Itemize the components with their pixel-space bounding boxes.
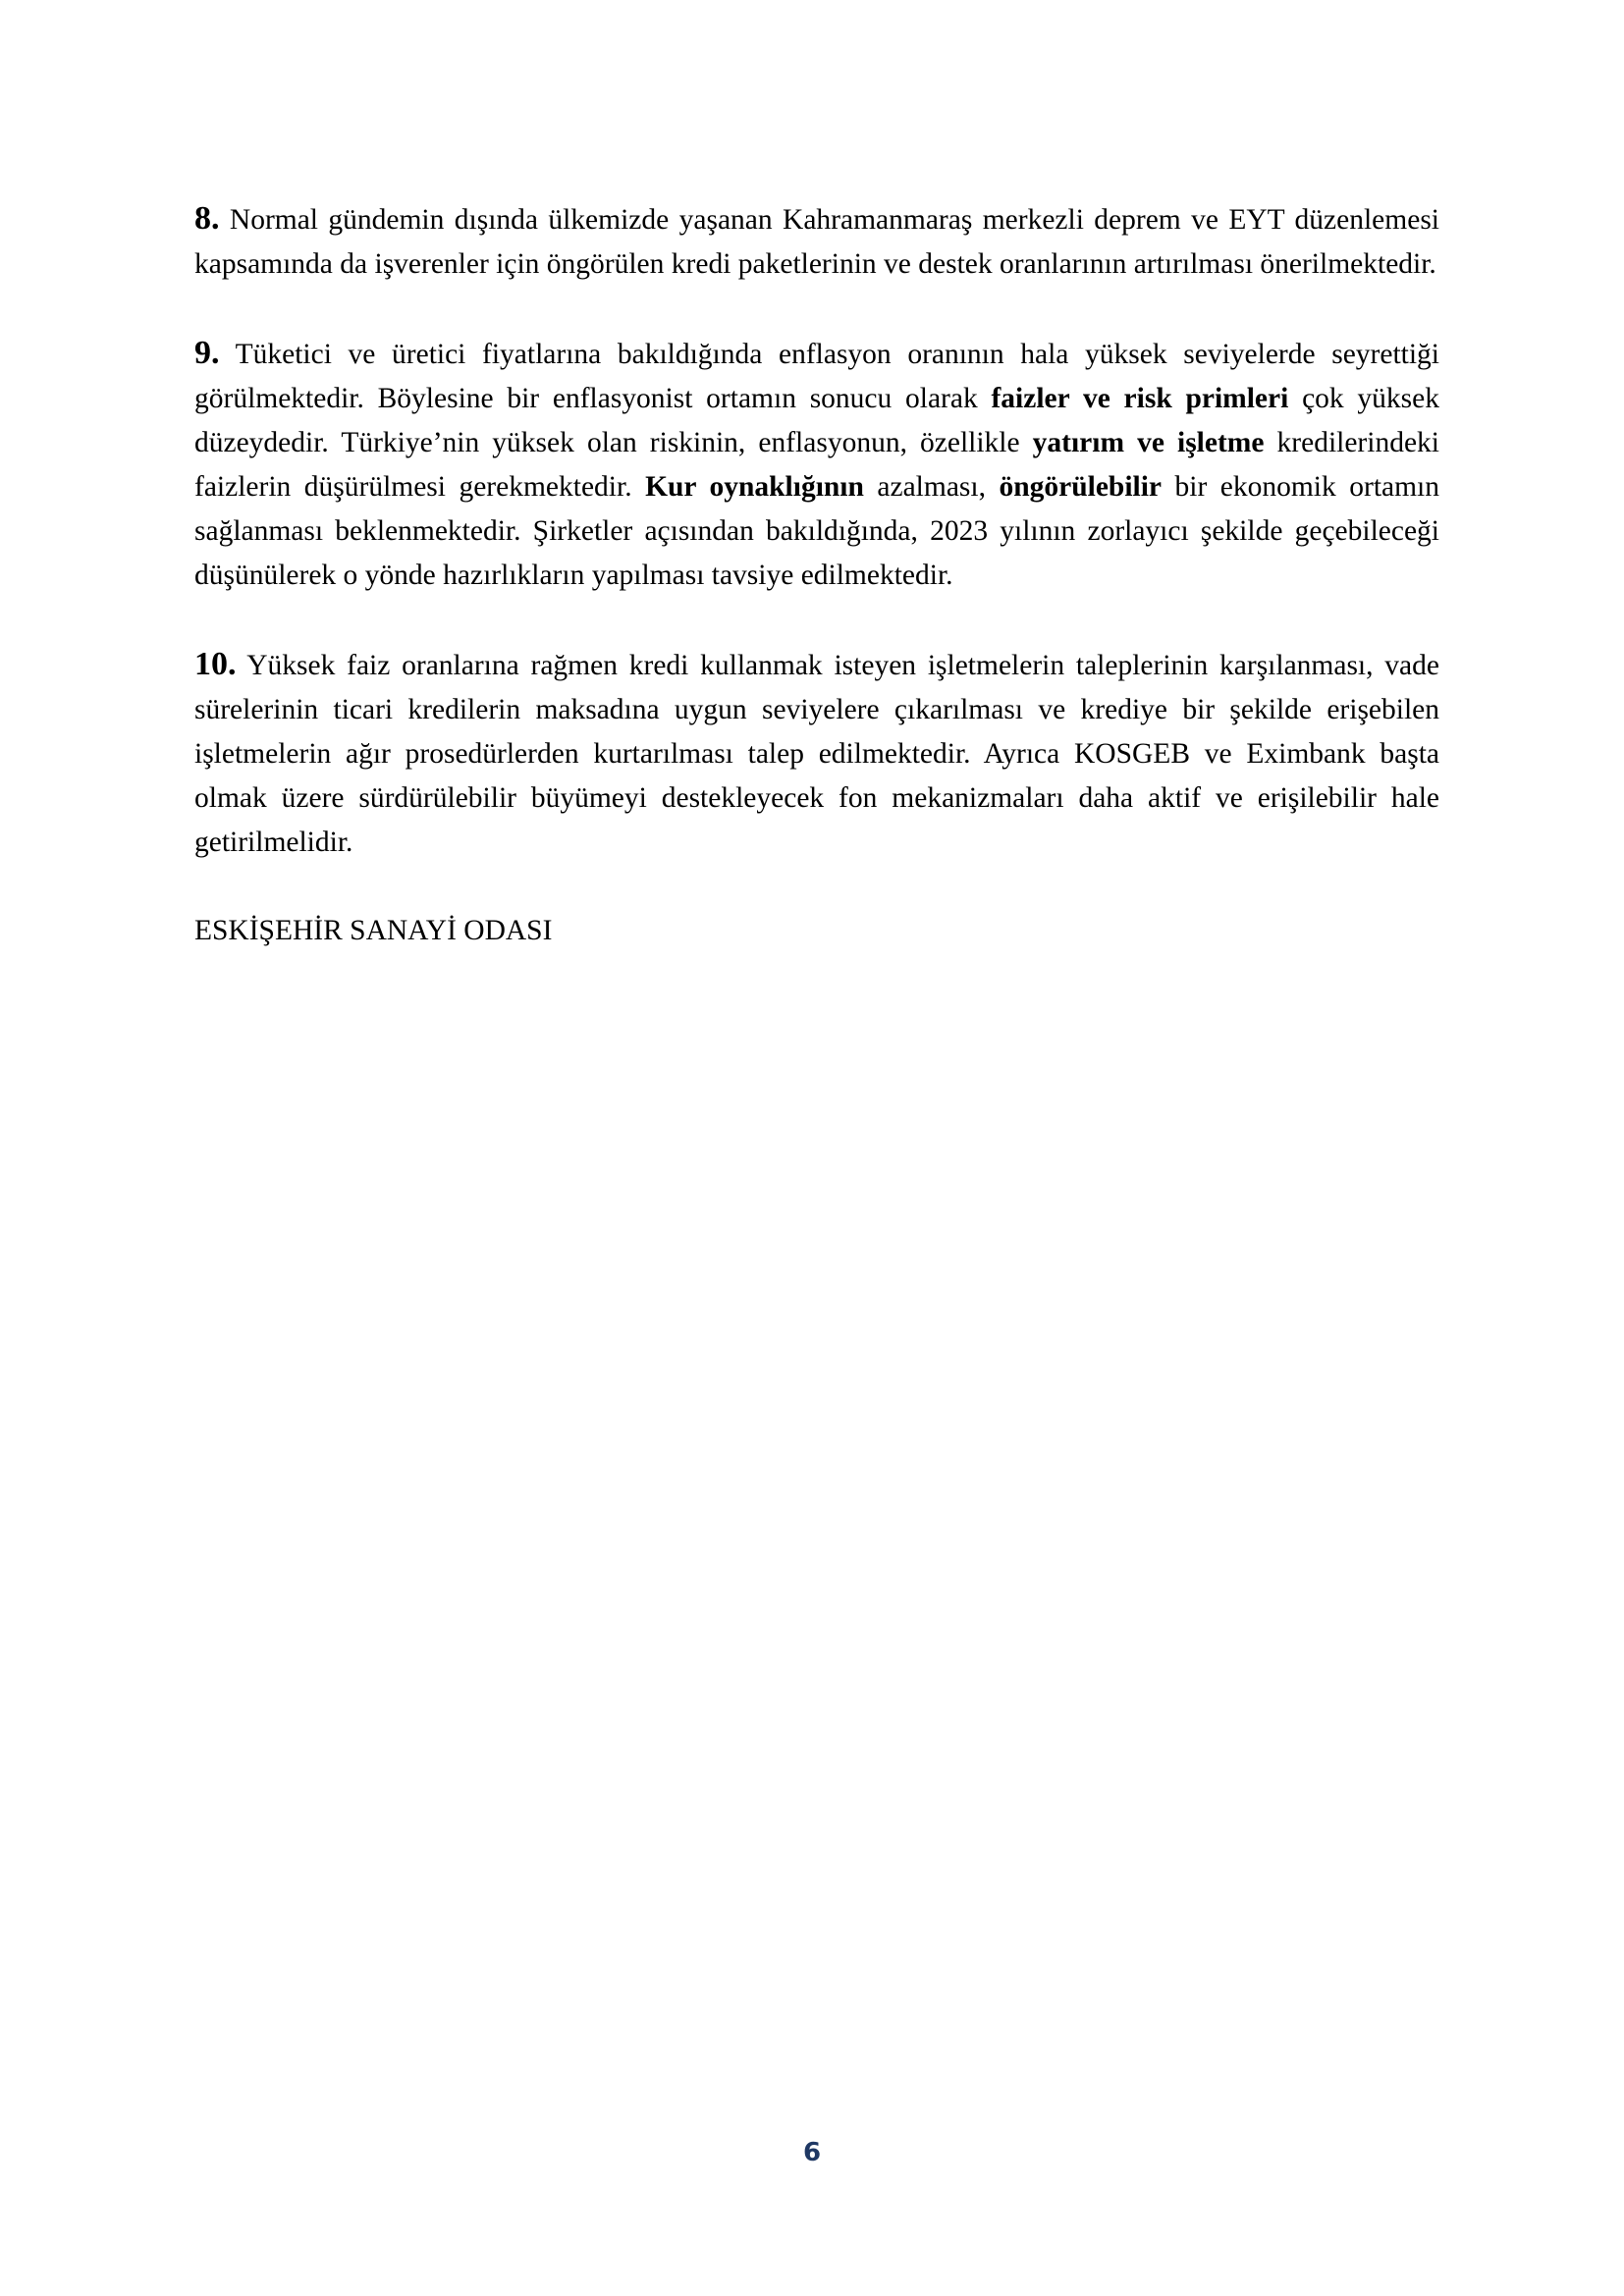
bold-phrase: yatırım ve işletme bbox=[1032, 427, 1265, 458]
bold-phrase: Kur oynaklığının bbox=[645, 471, 864, 503]
paragraph-text: azalması, bbox=[863, 471, 1000, 503]
paragraph-number: 10. bbox=[194, 646, 237, 682]
paragraph-text: Normal gündemin dışında ülkemizde yaşanan Kahramanmaraş merkezli deprem ve EYT düzenlemesi kapsamında da işverenler için öngörülen kredi paketlerinin ve destek oranlarının artırılması önerilmektedir. bbox=[194, 204, 1439, 280]
paragraph-number: 9. bbox=[194, 335, 220, 371]
page-number: 6 bbox=[802, 2138, 822, 2167]
numbered-paragraph-8 bbox=[194, 196, 1439, 287]
paragraph-number: 8. bbox=[194, 200, 220, 237]
paragraph-text: kredilerindeki faizlerin düşürülmesi gerekmektedir. bbox=[194, 427, 1439, 503]
paragraph-text: bir ekonomik ortamın sağlanması beklenmektedir. Şirketler açısından bakıldığında, 2023 yılının zorlayıcı şekilde geçebileceği düşünülerek o yönde hazırlıkların yapılması tavsiye edilmektedir. bbox=[194, 471, 1440, 591]
paragraph-text: çok yüksek düzeydedir. Türkiye’nin yüksek olan riskinin, enflasyonun, özellikle bbox=[194, 383, 1439, 458]
numbered-paragraph-10 bbox=[194, 642, 1439, 865]
paragraph-text: Tüketici ve üretici fiyatlarına bakıldığında enflasyon oranının hala yüksek seviyelerde seyrettiği görülmektedir. Böylesine bir enflasyonist ortamın sonucu olarak bbox=[194, 339, 1439, 414]
bold-phrase: faizler ve risk primleri bbox=[991, 383, 1289, 414]
paragraph-text: Yüksek faiz oranlarına rağmen kredi kullanmak isteyen işletmelerin taleplerinin karşılanması, vade sürelerinin ticari kredilerin maksadına uygun seviyelere çıkarılması ve krediye bir şekilde erişebilen işletmelerin ağır prosedürlerden kurtarılması talep edilmektedir. Ayrıca KOSGEB ve Eximbank başta olmak üzere sürdürülebilir büyümeyi destekleyecek fon mekanizmaları daha aktif ve erişilebilir hale getirilmelidir. bbox=[194, 650, 1439, 858]
signature-organization: ESKİŞEHİR SANAYİ ODASI bbox=[194, 915, 553, 946]
bold-phrase: öngörülebilir bbox=[999, 471, 1163, 503]
numbered-paragraph-9 bbox=[194, 331, 1439, 598]
page-content bbox=[194, 196, 1439, 983]
